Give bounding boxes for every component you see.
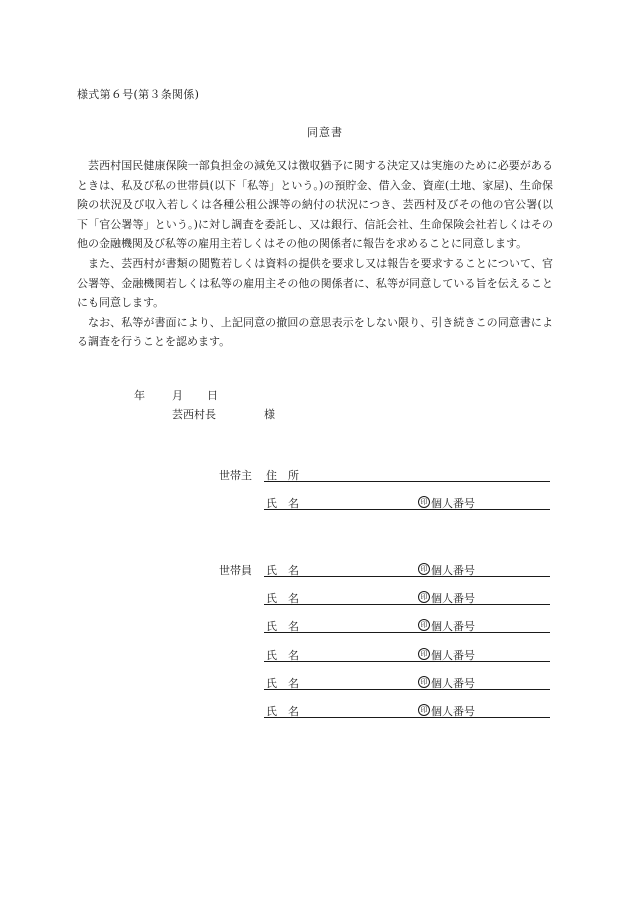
householder-address-label: 住 所	[266, 469, 299, 482]
seal-mark-icon: 印	[418, 648, 430, 660]
member-name-label: 氏 名	[266, 677, 299, 690]
paragraph-2: また、芸西村が書類の閲覧若しくは資料の提供を要求し又は報告を要求することについて、官公署等、金融機関若しくは私等の雇用主その他の関係者に、私等が同意している旨を伝えることにも同意します。	[77, 256, 553, 310]
date-year-label: 年	[134, 389, 145, 402]
member-name-label: 氏 名	[266, 620, 299, 633]
page-title: 同意書	[307, 126, 343, 139]
householder-name-field[interactable]	[264, 509, 550, 510]
members-label: 世帯員	[219, 564, 252, 577]
form-number: 様式第６号(第３条関係)	[77, 88, 200, 101]
paragraph-3: なお、私等が書面により、上記同意の撤回の意思表示をしない限り、引き続きこの同意書による調査を行うことを認めます。	[77, 315, 553, 349]
householder-name-label: 氏 名	[266, 497, 299, 510]
addressee-honorific: 様	[264, 408, 275, 421]
member-id-label: 個人番号	[431, 677, 475, 690]
householder-label: 世帯主	[219, 469, 252, 482]
member-id-label: 個人番号	[431, 705, 475, 718]
date-day-label: 日	[207, 389, 218, 402]
member-name-field[interactable]	[264, 576, 550, 577]
member-id-label: 個人番号	[431, 649, 475, 662]
householder-id-label: 個人番号	[431, 497, 475, 510]
seal-mark-icon: 印	[418, 496, 430, 508]
member-name-label: 氏 名	[266, 649, 299, 662]
seal-mark-icon: 印	[418, 704, 430, 716]
member-name-field[interactable]	[264, 632, 550, 633]
member-name-label: 氏 名	[266, 705, 299, 718]
seal-mark-icon: 印	[418, 619, 430, 631]
date-month-label: 月	[172, 389, 183, 402]
member-name-label: 氏 名	[266, 564, 299, 577]
member-name-field[interactable]	[264, 717, 550, 718]
householder-address-field[interactable]	[264, 481, 550, 482]
consent-body	[77, 156, 553, 352]
seal-mark-icon: 印	[418, 676, 430, 688]
seal-mark-icon: 印	[418, 563, 430, 575]
addressee-name: 芸西村長	[172, 408, 216, 421]
member-id-label: 個人番号	[431, 620, 475, 633]
member-name-field[interactable]	[264, 661, 550, 662]
seal-mark-icon: 印	[418, 591, 430, 603]
member-name-label: 氏 名	[266, 592, 299, 605]
member-name-field[interactable]	[264, 604, 550, 605]
member-name-field[interactable]	[264, 689, 550, 690]
member-id-label: 個人番号	[431, 564, 475, 577]
member-id-label: 個人番号	[431, 592, 475, 605]
paragraph-1: 芸西村国民健康保険一部負担金の減免又は徴収猶予に関する決定又は実施のために必要があるときは、私及び私の世帯員(以下「私等」という。)の預貯金、借入金、資産(土地、家屋)、生命保険の状況及び収入若しくは各種公租公課等の納付の状況につき、芸西村及びその他の官公署(以下「官公署等」という。)に対し調査を委託し、又は銀行、信託会社、生命保険会社若しくはその他の金融機関及び私等の雇用主若しくはその他の関係者に報告を求めることに同意します。	[77, 159, 553, 251]
